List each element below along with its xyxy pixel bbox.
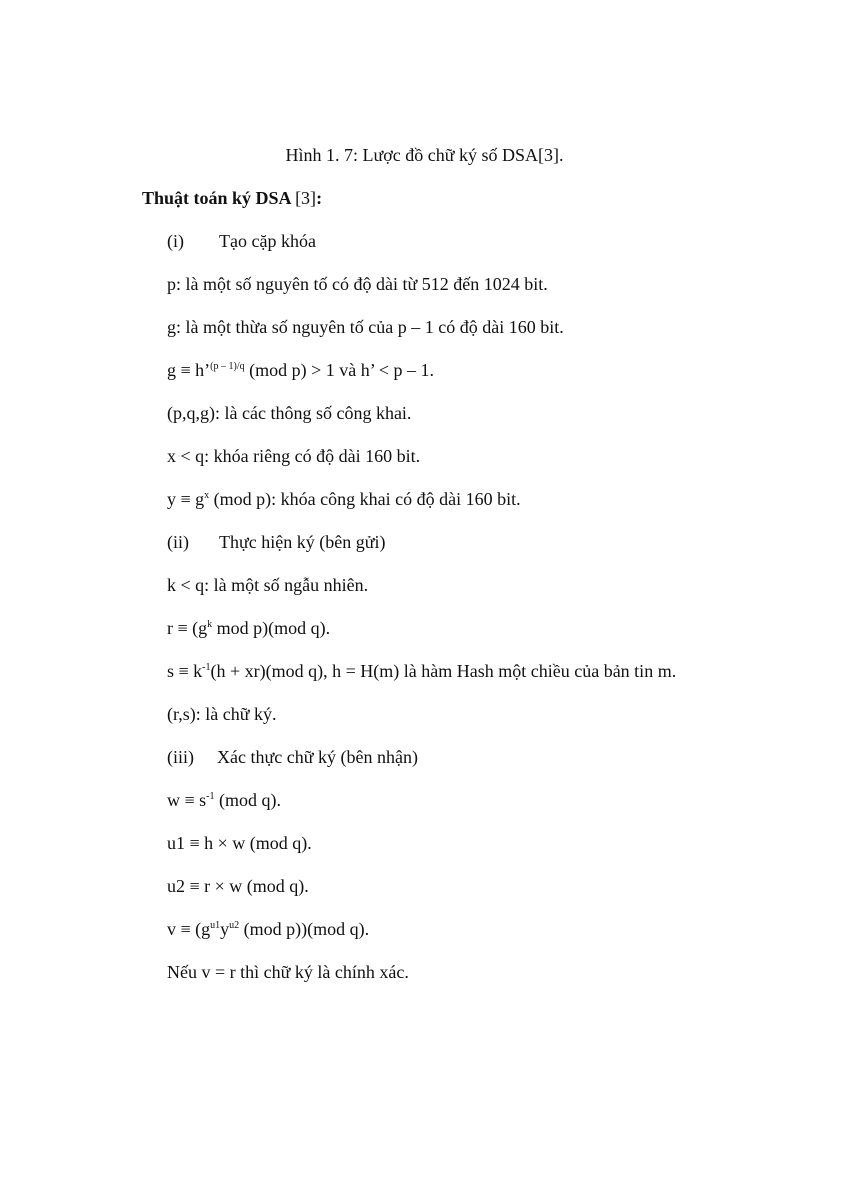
section-i-title: Tạo cặp khóa xyxy=(219,231,316,251)
line-r xyxy=(167,616,330,640)
line-u1: u1 ≡ h × w (mod q). xyxy=(167,833,312,853)
line-conclusion: Nếu v = r thì chữ ký là chính xác. xyxy=(167,962,409,982)
s-formula-post: (h + xr)(mod q), h = H(m) là hàm Hash một chiều của bản tin m. xyxy=(210,661,677,681)
y-formula-pre: y ≡ g xyxy=(167,489,205,509)
y-formula-post: (mod p): khóa công khai có độ dài 160 bit. xyxy=(209,489,521,509)
line-p: p: là một số nguyên tố có độ dài từ 512 đến 1024 bit. xyxy=(167,274,548,294)
line-g-factor: g: là một thừa số nguyên tố của p – 1 có độ dài 160 bit. xyxy=(167,317,564,337)
section-i-header xyxy=(167,229,316,253)
line-u2: u2 ≡ r × w (mod q). xyxy=(167,876,309,896)
s-formula-exponent: -1 xyxy=(202,662,211,673)
g-formula-pre: g ≡ h’ xyxy=(167,360,211,380)
w-formula-post: (mod q). xyxy=(214,790,281,810)
heading-ref: [3] xyxy=(295,188,317,208)
section-ii-num: (ii) xyxy=(167,532,189,552)
line-params: (p,q,g): là các thông số công khai. xyxy=(167,403,412,423)
line-public-key xyxy=(167,487,521,511)
y-formula-exponent: x xyxy=(204,490,210,501)
section-iii-title: Xác thực chữ ký (bên nhận) xyxy=(217,747,418,767)
section-ii-header xyxy=(167,530,385,554)
section-iii-header xyxy=(167,745,418,769)
w-formula-pre: w ≡ s xyxy=(167,790,207,810)
figure-caption: Hình 1. 7: Lược đồ chữ ký số DSA[3]. xyxy=(285,145,564,165)
w-formula-exponent: -1 xyxy=(206,791,215,802)
r-formula-pre: r ≡ (g xyxy=(167,618,208,638)
heading-colon: : xyxy=(316,188,323,208)
v-formula-exponent-2: u2 xyxy=(229,920,240,931)
heading-bold: Thuật toán ký DSA xyxy=(142,188,296,208)
line-w xyxy=(167,788,281,812)
g-formula-exponent: (p – 1)/q xyxy=(210,361,245,372)
line-k: k < q: là một số ngẫu nhiên. xyxy=(167,575,369,595)
v-formula-mid: y xyxy=(220,919,230,939)
section-ii-title: Thực hiện ký (bên gửi) xyxy=(219,532,386,552)
v-formula-exponent-1: u1 xyxy=(210,920,221,931)
line-private-key: x < q: khóa riêng có độ dài 160 bit. xyxy=(167,446,421,466)
line-signature: (r,s): là chữ ký. xyxy=(167,704,277,724)
section-heading xyxy=(142,186,322,210)
g-formula-post: (mod p) > 1 và h’ < p – 1. xyxy=(244,360,435,380)
r-formula-exponent: k xyxy=(207,619,213,630)
line-s xyxy=(167,659,676,683)
s-formula-pre: s ≡ k xyxy=(167,661,203,681)
section-i-num: (i) xyxy=(167,231,184,251)
v-formula-post: (mod p))(mod q). xyxy=(239,919,370,939)
r-formula-post: mod p)(mod q). xyxy=(212,618,331,638)
section-iii-num: (iii) xyxy=(167,747,194,767)
line-v xyxy=(167,917,369,941)
line-g-formula xyxy=(167,358,434,382)
v-formula-pre: v ≡ (g xyxy=(167,919,211,939)
